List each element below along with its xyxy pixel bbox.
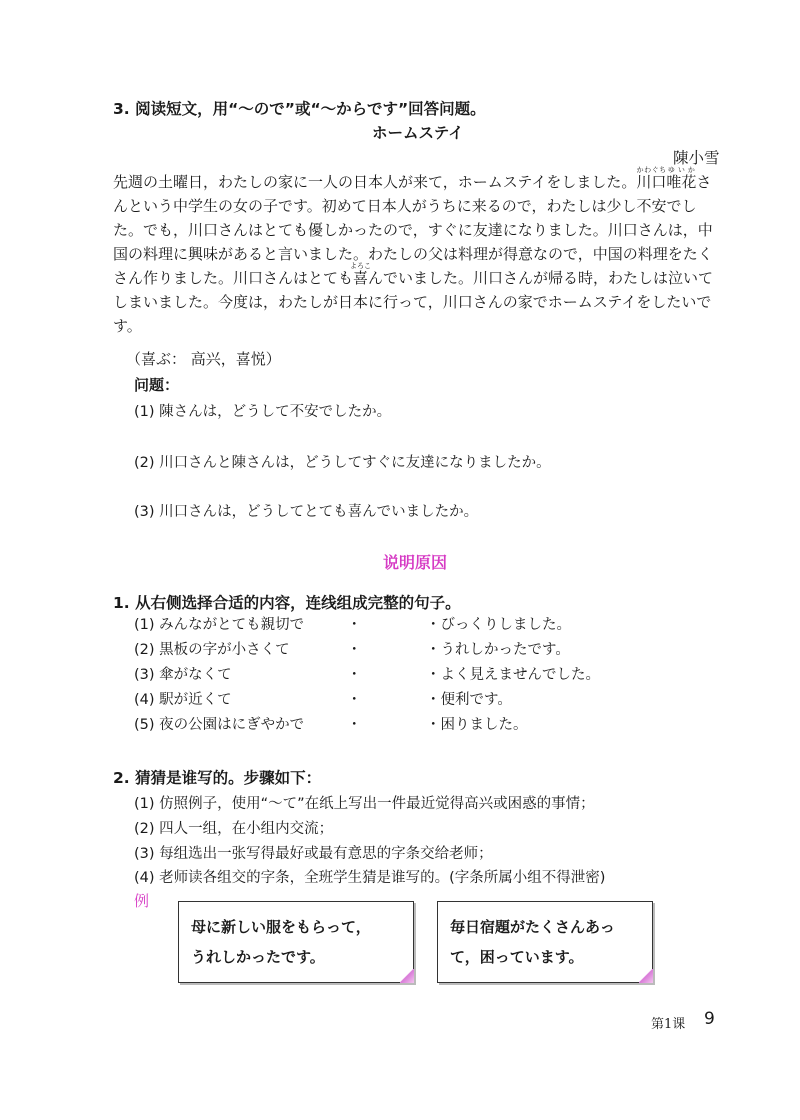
page-number: 9	[704, 1009, 715, 1029]
lesson-label: 第1课	[651, 1017, 686, 1032]
story-text-3: んでいました。川口さんが帰る時，わたしは泣いてしまいました。今度は，わたしが日本に行って，川口さんの家でホームステイをしたいです。	[113, 269, 714, 335]
story-text-1: 先週の土曜日，わたしの家に一人の日本人が来て，ホームステイをしました。	[113, 173, 637, 191]
questions-label: 问题：	[134, 376, 180, 394]
page-curl-icon	[639, 969, 653, 983]
match-dot-3: ・	[347, 667, 362, 683]
match-dot-4: ・	[347, 692, 362, 708]
match-left-4: (4) 駅が近くて	[134, 692, 232, 708]
story-paragraph	[113, 166, 725, 338]
match-right-2: ・うれしかったです。	[426, 642, 570, 658]
exercise-2-heading: 2. 猜猜是谁写的。步骤如下：	[113, 769, 322, 787]
exercise-3-heading: 3. 阅读短文，用“～ので”或“～からです”回答问题。	[113, 100, 486, 118]
step-1: (1) 仿照例子，使用“～て”在纸上写出一件最近觉得高兴或困惑的事情；	[134, 796, 595, 812]
question-2: (2) 川口さんと陳さんは，どうしてすぐに友達になりましたか。	[134, 455, 551, 471]
section-title: 说明原因	[383, 553, 448, 572]
note-1-line-2: うれしかったです。	[191, 948, 325, 966]
example-note-2	[437, 901, 653, 983]
match-dot-2: ・	[347, 642, 362, 658]
question-3: (3) 川口さんは，どうしてとても喜んでいましたか。	[134, 504, 479, 520]
match-right-3: ・よく見えませんでした。	[426, 667, 600, 683]
match-right-5: ・困りました。	[426, 717, 528, 733]
example-note-1	[178, 901, 414, 983]
question-1: (1) 陳さんは，どうして不安でしたか。	[134, 404, 392, 420]
match-left-5: (5) 夜の公園はにぎやかで	[134, 717, 305, 733]
step-3: (3) 每组选出一张写得最好或最有意思的字条交给老师；	[134, 846, 493, 862]
match-left-2: (2) 黒板の字が小さくて	[134, 642, 290, 658]
note-1-line-1: 母に新しい服をもらって，	[191, 918, 371, 936]
gloss: （喜ぶ： 高兴，喜悦）	[126, 350, 281, 368]
story-title: ホームステイ	[372, 124, 464, 142]
match-dot-5: ・	[347, 717, 362, 733]
match-left-3: (3) 傘がなくて	[134, 667, 232, 683]
note-2-line-2: て，困っています。	[450, 948, 584, 966]
note-2-line-1: 毎日宿題がたくさんあっ	[450, 918, 615, 936]
story-text-2: さんという中学生の女の子です。初めて日本人がうちに来るので，わたしは少し不安でした。でも，川口さんはとても優しかったので，すぐに友達になりました。川口さんは，中国の料理に興味があると言いました。わたしの父は料理が得意なので，中国の料理をたくさん作りました。川口さんはとても	[113, 173, 713, 287]
furigana-kawaguchi: 川口かわぐち	[636, 166, 667, 191]
match-dot-1: ・	[347, 617, 362, 633]
step-2: (2) 四人一组，在小组内交流；	[134, 821, 334, 837]
step-4: (4) 老师读各组交的字条，全班学生猜是谁写的。(字条所属小组不得泄密)	[134, 870, 606, 886]
match-left-1: (1) みんながとても親切で	[134, 617, 305, 633]
match-right-4: ・便利です。	[426, 692, 512, 708]
match-right-1: ・びっくりしました。	[426, 617, 571, 633]
exercise-1-heading: 1. 从右侧选择合适的内容，连线组成完整的句子。	[113, 594, 461, 612]
furigana-yorokobu: 喜よろこ	[350, 262, 372, 287]
page-curl-icon	[400, 969, 414, 983]
story-author: 陳小雪	[673, 149, 720, 167]
example-label: 例	[134, 892, 150, 910]
furigana-yuika: 唯花ゆいか	[666, 166, 697, 191]
